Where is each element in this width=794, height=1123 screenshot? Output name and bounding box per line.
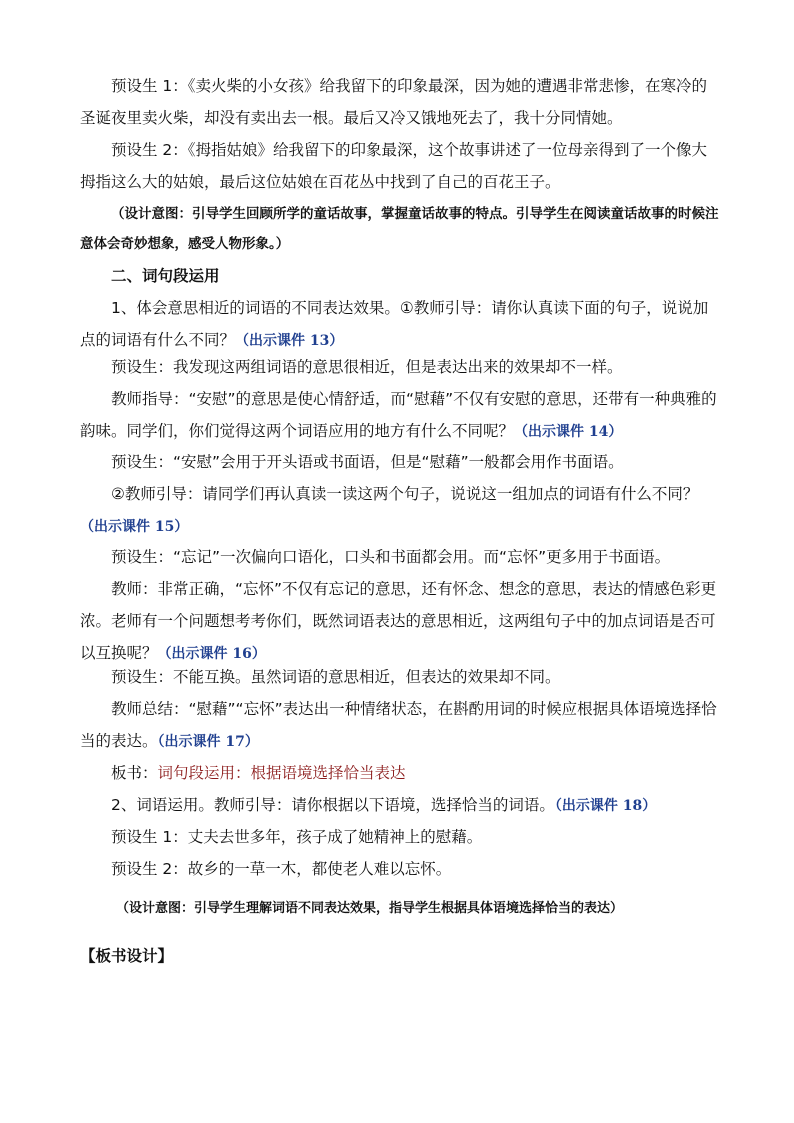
paragraph-text: 预设生 2：故乡的一草一木，都使老人难以忘怀。 xyxy=(111,860,452,878)
paragraph-preset-forget xyxy=(80,541,720,573)
paragraph-preset-no-swap xyxy=(80,661,720,693)
note-text: （设计意图：引导学生回顾所学的童话故事，掌握童话故事的特点。引导学生在阅读童话故事的时候注意体会奇妙想象，感受人物形象。） xyxy=(80,206,719,252)
paragraph-text: 1、体会意思相近的词语的不同表达效果。①教师引导：请你认真读下面的句子，说说加点的词语有什么不同？ xyxy=(80,299,709,349)
heading-text: 二、词句段运用 xyxy=(111,267,220,285)
paragraph-text: 预设生 2：《拇指姑娘》给我留下的印象最深，这个故事讲述了一位母亲得到了一个像大拇指这么大的姑娘，最后这位姑娘在百花丛中找到了自己的百花王子。 xyxy=(80,141,708,191)
paragraph-teacher-summary xyxy=(80,693,720,758)
paragraph-preset-1 xyxy=(80,70,720,134)
courseware-cue: （出示课件 13） xyxy=(235,333,344,349)
section-title-text: 【板书设计】 xyxy=(80,947,174,965)
paragraph-word-compare xyxy=(80,292,720,357)
paragraph-text: 预设生 1：丈夫去世多年，孩子成了她精神上的慰藉。 xyxy=(111,828,483,846)
paragraph-text: 预设生：“安慰”会用于开头语或书面语，但是“慰藉”一般都会用作书面语。 xyxy=(111,453,624,471)
paragraph-text: 预设生：“忘记”一次偏向口语化，口头和书面都会用。而“忘怀”更多用于书面语。 xyxy=(111,548,671,566)
courseware-cue: （出示课件 14） xyxy=(514,424,623,440)
paragraph-board xyxy=(80,757,720,789)
design-intent-note-1 xyxy=(80,199,720,259)
paragraph-preset-example-2 xyxy=(80,853,720,885)
paragraph-text: 教师指导：“安慰”的意思是使心情舒适，而“慰藉”不仅有安慰的意思，还带有一种典雅的韵味。同学们，你们觉得这两个词语应用的地方有什么不同呢？ xyxy=(80,390,717,440)
paragraph-teacher-question xyxy=(80,573,720,670)
paragraph-text: 教师总结：“慰藉”“忘怀”表达出一种情绪状态，在斟酌用词的时候应根据具体语境选择恰当的表达。 xyxy=(80,700,717,750)
courseware-cue: （出示课件 17） xyxy=(157,734,259,750)
design-intent-note-2 xyxy=(116,894,756,924)
section-heading-2 xyxy=(80,260,720,292)
paragraph-word-usage xyxy=(80,789,720,822)
paragraph-preset-usage xyxy=(80,446,720,478)
paragraph-teacher-guide xyxy=(80,383,720,448)
board-label: 板书： xyxy=(111,764,158,782)
paragraph-preset-2 xyxy=(80,134,720,198)
paragraph-teacher-guide-2 xyxy=(80,478,720,543)
paragraph-text: 2、词语运用。教师引导：请你根据以下语境，选择恰当的词语。 xyxy=(111,796,555,814)
paragraph-text: 教师：非常正确，“忘怀”不仅有忘记的意思，还有怀念、想念的意思，表达的情感色彩更浓。老师有一个问题想考考你们，既然词语表达的意思相近，这两组句子中的加点词语是否可以互换呢？ xyxy=(80,580,717,662)
courseware-cue: （出示课件 15） xyxy=(80,519,189,535)
courseware-cue: （出示课件 16） xyxy=(157,646,266,662)
paragraph-text: 预设生 1：《卖火柴的小女孩》给我留下的印象最深，因为她的遭遇非常悲惨，在寒冷的圣诞夜里卖火柴，却没有卖出去一根。最后又冷又饿地死去了，我十分同情她。 xyxy=(80,77,708,127)
courseware-cue: （出示课件 18） xyxy=(554,798,657,814)
paragraph-text: 预设生：我发现这两组词语的意思很相近，但是表达出来的效果却不一样。 xyxy=(111,358,623,376)
paragraph-text: ②教师引导：请同学们再认真读一读这两个句子，说说这一组加点的词语有什么不同？ xyxy=(111,485,699,503)
board-design-title xyxy=(80,940,720,972)
paragraph-text: 预设生：不能互换。虽然词语的意思相近，但表达的效果却不同。 xyxy=(111,668,561,686)
paragraph-preset-observe xyxy=(80,351,720,383)
paragraph-preset-example-1 xyxy=(80,821,720,853)
note-text: （设计意图：引导学生理解词语不同表达效果，指导学生根据具体语境选择恰当的表达） xyxy=(116,901,624,916)
board-text: 词句段运用：根据语境选择恰当表达 xyxy=(157,764,406,782)
